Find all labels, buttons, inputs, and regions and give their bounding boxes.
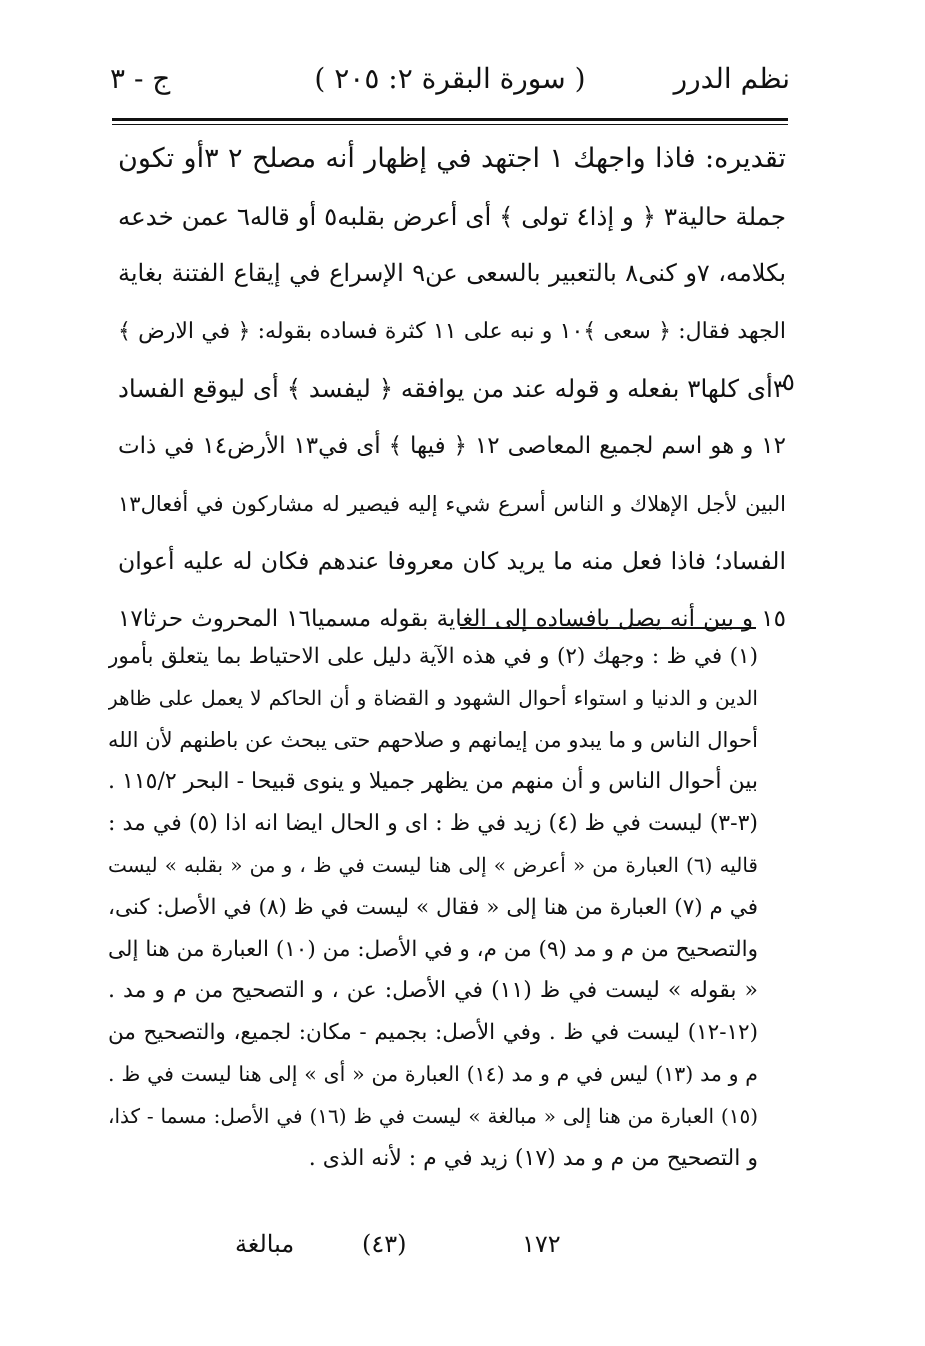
surah-reference: ( سورة البقرة ٢: ٢٠٥ )	[314, 62, 586, 95]
page-number: ١٧٢	[522, 1230, 561, 1258]
text-line: ١٢ و هو اسم لجميع المعاصى ١٢ ﴿ فيها ﴾ أى في١٣ الأرض١٤ في ذات	[118, 432, 786, 459]
footnote-separator	[460, 627, 756, 629]
book-title: نظم الدرر	[673, 62, 790, 95]
footnote-line: « بقوله » ليست في ظ (١١) في الأصل: عن ، و التصحيح من م و مد .	[108, 978, 758, 1004]
header-rule	[112, 118, 788, 121]
main-text	[118, 130, 786, 648]
footnote-line: و التصحيح من م و مد (١٧) زيد في م : لأنه الذى .	[308, 1145, 758, 1171]
text-line: ٣أى كلها٣ بفعله و قوله عند من يوافقه ﴿ ليفسد ﴾ أى ليوقع الفساد	[118, 374, 786, 404]
footnote-line: بين أحوال الناس و أن منهم من يظهر جميلا و ينوى قبيحا - البحر ١١٥/٢ .	[108, 769, 758, 795]
margin-line-number: ٥	[782, 368, 795, 396]
text-line: البين لأجل الإهلاك و الناس أسرع شيء إليه فيصير له مشاركون في أفعال١٣	[118, 491, 786, 516]
signature-mark: (٤٣)	[362, 1230, 407, 1258]
footnote-line: والتصحيح من م و مد (٩) من م، و في الأصل: من (١٠) العبارة من هنا إلى	[108, 936, 758, 962]
text-line: الجهد فقال: ﴿ سعى ﴾١٠ و نبه على ١١ كثرة فساده بقوله: ﴿ في الارض ﴾	[118, 318, 786, 344]
volume-number: ج - ٣	[110, 62, 171, 95]
catchword: مبالغة	[235, 1230, 295, 1258]
footnote-line: أحوال الناس و ما يبدو من إيمانهم و صلاحهم حتى يبحث عن باطنهم لأن الله	[108, 727, 758, 752]
footnote-line: (١) في ظ : وجهك (٢) و في هذه الآية دليل على الاحتياط بما يتعلق بأمور	[108, 644, 758, 669]
footnote-line: (٣-٣) ليست في ظ (٤) زيد في ظ : اى و الحال ايضا انه اذا (٥) في مد :	[108, 811, 758, 837]
footnote-line: (١٥) العبارة من هنا إلى « مبالغة » ليست في ظ (١٦) في الأصل: مسما - كذا،	[108, 1103, 758, 1128]
footnotes	[108, 636, 758, 1179]
footnote-line: (١٢-١٢) ليست في ظ . وفي الأصل: بجميم - مكان: لجميع، والتصحيح من	[108, 1020, 758, 1046]
text-line: الفساد؛ فاذا فعل منه ما يريد كان معروفا عندهم فكان له عليه أعوان	[118, 547, 786, 576]
header-rule-thin	[112, 124, 788, 125]
text-line: تقديره: فاذا واجهك ١ اجتهد في إظهار أنه مصلح ٢ ٣أو تكون	[118, 143, 786, 174]
footnote-line: قاليه (٦) العبارة من « أعرض » إلى هنا ليست في ظ ، و من « بقلبه » ليست	[108, 852, 758, 877]
footnote-line: الدين و الدنيا و استواء أحوال الشهود و القضاة و أن الحاكم لا يعمل على ظاهر	[108, 685, 758, 710]
text-line: جملة حالية٣ ﴿ و إذا٤ تولى ﴾ أى أعرض بقلبه٥ أو قاله٦ عمن خدعه	[118, 201, 786, 231]
page-footer	[110, 1230, 790, 1270]
text-line: ١٥ و بين أنه يصل بافساده إلى الغاية بقوله مسميا١٦ المحروث حرثا١٧	[118, 605, 786, 632]
footnote-line: م و مد (١٣) ليس في م و مد (١٤) العبارة من « أى » إلى هنا ليست في ظ .	[108, 1061, 758, 1086]
running-head	[110, 62, 790, 106]
text-line: بكلامه، ٧و كنى٨ بالتعبير بالسعى عن٩ الإسراع في إيقاع الفتنة بغاية	[118, 259, 786, 288]
footnote-line: في م (٧) العبارة من هنا إلى « فقال » ليست في ظ (٨) في الأصل: كنى،	[108, 894, 758, 920]
